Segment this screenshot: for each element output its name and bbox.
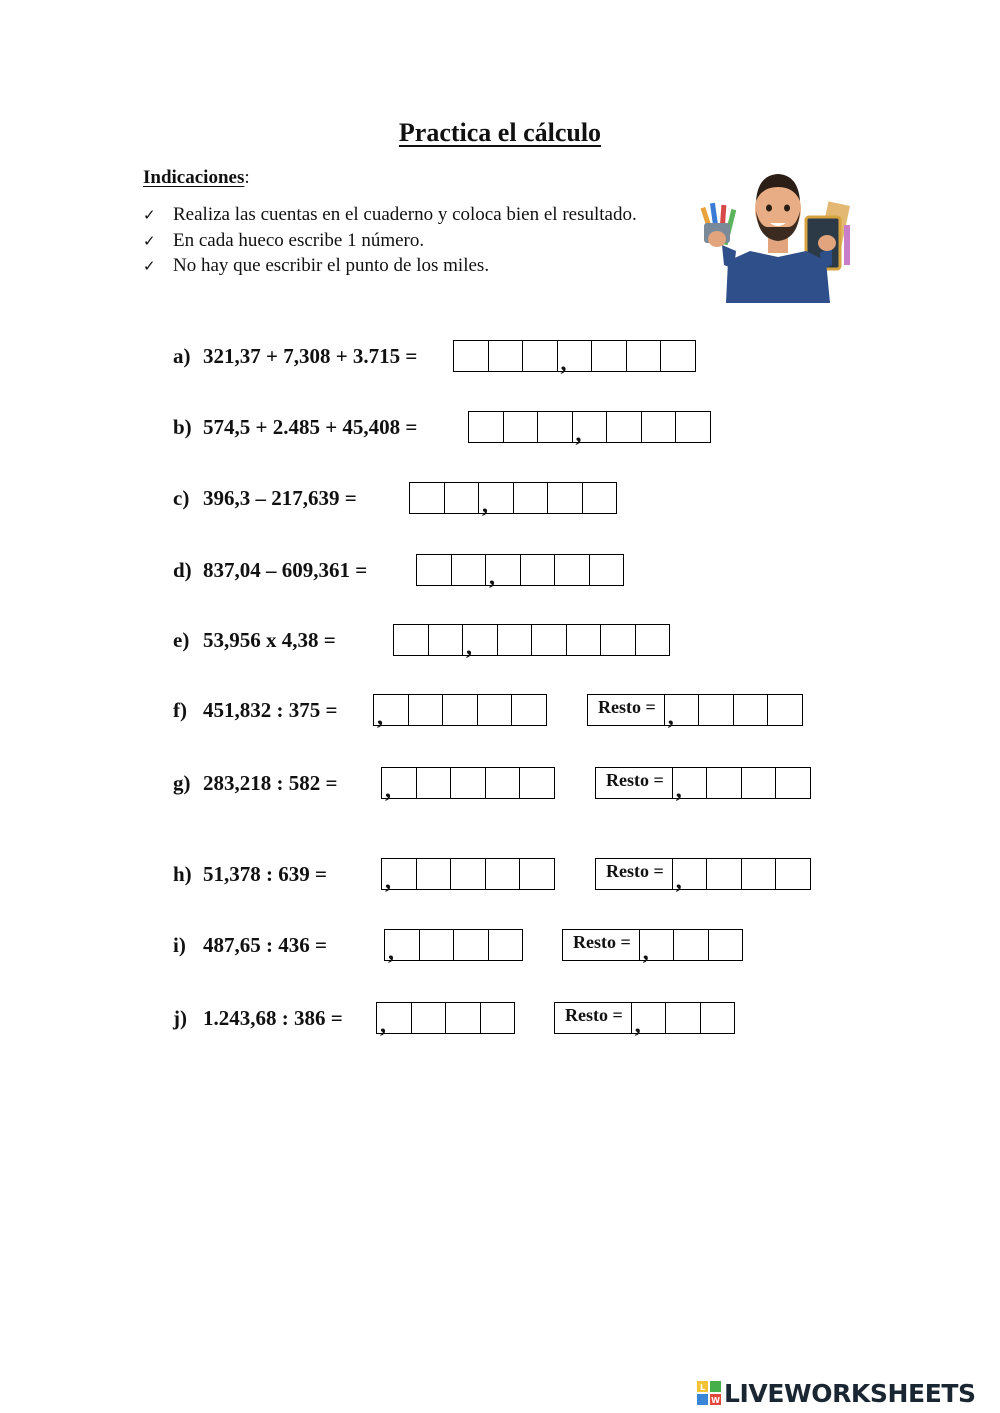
answer-boxes: [376, 1002, 515, 1038]
answer-box[interactable]: [708, 929, 744, 961]
answer-box[interactable]: [582, 482, 618, 514]
liveworksheets-logo: [697, 1378, 976, 1408]
answer-boxes: [393, 624, 670, 660]
answer-box[interactable]: [519, 858, 555, 890]
instructions-list: [143, 202, 637, 279]
answer-box[interactable]: [554, 554, 590, 586]
answer-box[interactable]: [673, 929, 709, 961]
liveworksheets-mark-icon: [697, 1381, 721, 1405]
answer-box[interactable]: [511, 694, 547, 726]
answer-box[interactable]: [485, 554, 521, 590]
answer-box[interactable]: [445, 1002, 481, 1034]
answer-box[interactable]: [589, 554, 625, 586]
answer-box[interactable]: [416, 858, 452, 890]
answer-boxes: [453, 340, 696, 376]
answer-box[interactable]: [411, 1002, 447, 1034]
answer-box[interactable]: [531, 624, 567, 656]
decimal-comma: ,: [466, 634, 472, 660]
answer-box[interactable]: [660, 340, 696, 372]
answer-box[interactable]: [451, 554, 487, 586]
answer-box[interactable]: [442, 694, 478, 726]
exercise-letter: g): [173, 771, 191, 795]
answer-box[interactable]: [672, 858, 708, 894]
resto-group: [587, 694, 803, 730]
answer-box[interactable]: [557, 340, 593, 376]
answer-box[interactable]: [537, 411, 573, 443]
answer-box[interactable]: [393, 624, 429, 656]
answer-box[interactable]: [600, 624, 636, 656]
exercise-expression: 837,04 – 609,361 =: [203, 558, 368, 582]
exercise-expression: 487,65 : 436 =: [203, 933, 327, 957]
answer-box[interactable]: [416, 767, 452, 799]
answer-box[interactable]: [775, 858, 811, 890]
indications-label: Indicaciones: [143, 167, 245, 188]
check-icon: ✓: [143, 231, 156, 250]
answer-box[interactable]: [488, 340, 524, 372]
answer-box[interactable]: [664, 694, 700, 730]
answer-box[interactable]: [700, 1002, 736, 1034]
answer-box[interactable]: [675, 411, 711, 443]
answer-box[interactable]: [547, 482, 583, 514]
answer-box[interactable]: [384, 929, 420, 965]
answer-boxes: [384, 929, 523, 965]
resto-decimal-comma: ,: [675, 868, 682, 894]
answer-box[interactable]: [462, 624, 498, 660]
exercise-letter: f): [173, 698, 187, 722]
answer-box[interactable]: [698, 694, 734, 726]
answer-box[interactable]: [522, 340, 558, 372]
answer-box[interactable]: [376, 1002, 412, 1038]
answer-box[interactable]: [639, 929, 675, 965]
answer-boxes: [373, 694, 547, 730]
resto-label: Resto =: [587, 694, 665, 726]
answer-box[interactable]: [488, 929, 524, 961]
exercise-expression: 574,5 + 2.485 + 45,408 =: [203, 415, 418, 439]
answer-box[interactable]: [631, 1002, 667, 1038]
exercise-letter: c): [173, 486, 190, 510]
exercise-letter: i): [173, 933, 186, 957]
decimal-comma: ,: [575, 421, 582, 447]
resto-label: Resto =: [595, 767, 673, 799]
instruction-text: En cada hueco escribe 1 número.: [173, 229, 425, 251]
resto-decimal-comma: ,: [642, 939, 649, 965]
answer-box[interactable]: [373, 694, 409, 730]
answer-box[interactable]: [572, 411, 608, 447]
answer-box[interactable]: [409, 482, 445, 514]
answer-box[interactable]: [665, 1002, 701, 1034]
resto-decimal-comma: ,: [675, 777, 682, 803]
exercise-label: [173, 340, 417, 372]
answer-box[interactable]: [706, 858, 742, 890]
answer-box[interactable]: [513, 482, 549, 514]
indications-heading: [143, 167, 250, 189]
decimal-comma: ,: [388, 939, 394, 965]
answer-box[interactable]: [478, 482, 514, 518]
exercise-label: [173, 624, 336, 656]
answer-boxes: [381, 767, 555, 803]
answer-box[interactable]: [477, 694, 513, 726]
answer-box[interactable]: [428, 624, 464, 656]
decimal-comma: ,: [385, 868, 391, 894]
answer-boxes: [409, 482, 617, 518]
resto-group: [554, 1002, 735, 1038]
answer-box[interactable]: [635, 624, 671, 656]
answer-box[interactable]: [520, 554, 556, 586]
shirt-shape: [726, 251, 830, 303]
resto-decimal-comma: ,: [634, 1012, 641, 1038]
exercise-label: [173, 482, 357, 514]
answer-box[interactable]: [381, 767, 417, 803]
exercise-expression: 396,3 – 217,639 =: [203, 486, 357, 510]
answer-box[interactable]: [641, 411, 677, 443]
instruction-item: [143, 202, 637, 228]
decimal-comma: ,: [385, 777, 391, 803]
answer-box[interactable]: [519, 767, 555, 799]
answer-box[interactable]: [741, 767, 777, 799]
exercise-label: [173, 929, 327, 961]
resto-label: Resto =: [562, 929, 640, 961]
answer-box[interactable]: [468, 411, 504, 443]
resto-group: [595, 858, 811, 894]
exercise-expression: 451,832 : 375 =: [203, 698, 338, 722]
exercise-letter: d): [173, 558, 192, 582]
answer-box[interactable]: [485, 767, 521, 799]
answer-box[interactable]: [741, 858, 777, 890]
teacher-avatar-illustration: [698, 165, 858, 303]
instruction-text: Realiza las cuentas en el cuaderno y coloca bien el resultado.: [173, 204, 637, 225]
exercise-label: [173, 767, 337, 799]
answer-box[interactable]: [450, 858, 486, 890]
answer-box[interactable]: [416, 554, 452, 586]
answer-box[interactable]: [706, 767, 742, 799]
answer-boxes: [468, 411, 711, 447]
exercise-expression: 51,378 : 639 =: [203, 862, 327, 886]
check-icon: ✓: [143, 206, 156, 224]
answer-box[interactable]: [767, 694, 803, 726]
resto-decimal-comma: ,: [667, 704, 674, 730]
indications-colon: :: [244, 167, 250, 188]
answer-box[interactable]: [503, 411, 539, 443]
answer-box[interactable]: [480, 1002, 516, 1034]
answer-box[interactable]: [497, 624, 533, 656]
exercise-letter: e): [173, 628, 190, 652]
exercise-label: [173, 858, 327, 890]
exercise-letter: a): [173, 344, 191, 368]
answer-box[interactable]: [453, 340, 489, 372]
answer-box[interactable]: [453, 929, 489, 961]
answer-boxes: [416, 554, 624, 590]
answer-box[interactable]: [444, 482, 480, 514]
answer-box[interactable]: [626, 340, 662, 372]
check-icon: ✓: [143, 257, 156, 275]
answer-box[interactable]: [733, 694, 769, 726]
answer-boxes: [381, 858, 555, 894]
answer-box[interactable]: [450, 767, 486, 799]
decimal-comma: ,: [377, 704, 383, 730]
exercise-label: [173, 1002, 343, 1034]
answer-box[interactable]: [606, 411, 642, 443]
answer-box[interactable]: [408, 694, 444, 726]
answer-box[interactable]: [419, 929, 455, 961]
instruction-item: [143, 253, 637, 279]
answer-box[interactable]: [775, 767, 811, 799]
exercise-label: [173, 411, 417, 443]
instruction-item: [143, 228, 637, 254]
exercise-expression: 1.243,68 : 386 =: [203, 1006, 343, 1030]
answer-box[interactable]: [672, 767, 708, 803]
exercise-expression: 321,37 + 7,308 + 3.715 =: [203, 344, 418, 368]
exercise-expression: 53,956 x 4,38 =: [203, 628, 336, 652]
decimal-comma: ,: [560, 350, 567, 376]
page-title: Practica el cálculo: [398, 118, 602, 147]
answer-box[interactable]: [485, 858, 521, 890]
exercise-label: [173, 554, 367, 586]
exercise-letter: j): [173, 1006, 187, 1030]
exercise-label: [173, 694, 337, 726]
resto-label: Resto =: [595, 858, 673, 890]
answer-box[interactable]: [381, 858, 417, 894]
answer-box[interactable]: [566, 624, 602, 656]
answer-box[interactable]: [591, 340, 627, 372]
liveworksheets-brand: LIVEWORKSHEETS: [724, 1378, 976, 1408]
resto-group: [562, 929, 743, 965]
mark-letter-w: W: [711, 1396, 720, 1405]
mark-letter-l: L: [699, 1383, 706, 1392]
exercise-expression: 283,218 : 582 =: [203, 771, 338, 795]
decimal-comma: ,: [380, 1012, 386, 1038]
instruction-text: No hay que escribir el punto de los miles.: [173, 255, 490, 276]
resto-label: Resto =: [554, 1002, 632, 1034]
resto-group: [595, 767, 811, 803]
exercise-letter: h): [173, 862, 192, 886]
exercise-letter: b): [173, 415, 192, 439]
decimal-comma: ,: [489, 564, 495, 590]
decimal-comma: ,: [482, 492, 488, 518]
